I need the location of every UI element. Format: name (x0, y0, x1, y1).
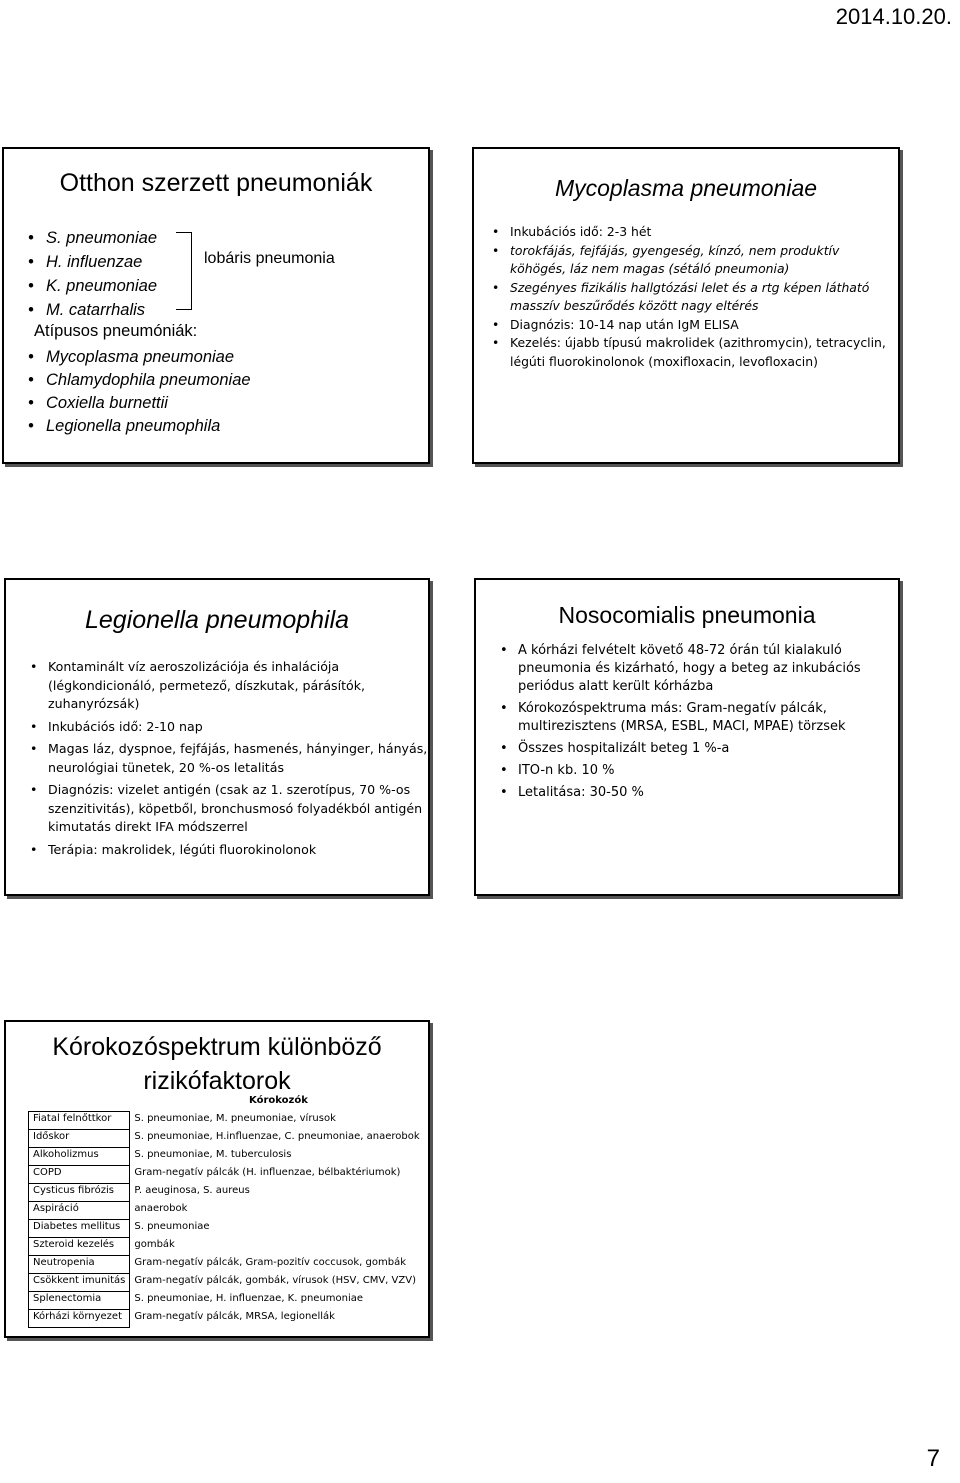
slide-legionella (4, 578, 430, 896)
risk-factor-cell: COPD (29, 1166, 130, 1184)
pathogen-cell: Gram-negatív pálcák, gombák, vírusok (HSV, CMV, VZV) (134, 1274, 416, 1286)
pathogen-cell: S. pneumoniae, M. tuberculosis (134, 1148, 292, 1160)
table-row (29, 1184, 428, 1202)
risk-factor-cell: Neutropenia (29, 1256, 130, 1274)
risk-factor-cell: Splenectomia (29, 1292, 130, 1310)
table-row (29, 1202, 428, 1220)
page-number: 7 (926, 1445, 940, 1472)
table-row (29, 1130, 428, 1148)
table-row (29, 1292, 428, 1310)
risk-factor-cell: Diabetes mellitus (29, 1220, 130, 1238)
list-item: • Inkubációs idő: 2-10 nap (28, 718, 428, 737)
table-row (29, 1220, 428, 1238)
risk-factor-table (28, 1094, 428, 1328)
table-header-row (29, 1094, 428, 1112)
bullet-list (498, 642, 898, 806)
list-item: • Legionella pneumophila (26, 415, 251, 438)
list-item: • Coxiella burnettii (26, 392, 251, 415)
table-row (29, 1274, 428, 1292)
risk-factor-cell: Kórházi környezet (29, 1310, 130, 1328)
list-item: • Diagnózis: 10-14 nap után IgM ELISA (490, 316, 890, 335)
pathogen-cell: Gram-negatív pálcák, Gram-pozitív coccusok, gombák (134, 1256, 407, 1268)
risk-factor-cell: Cysticus fibrózis (29, 1184, 130, 1202)
list-item: • A kórházi felvételt követő 48-72 órán túl kialakuló pneumonia és kizárható, hogy a beteg az inkubációs periódus alatt került kórházba (498, 642, 898, 696)
slide-title: Mycoplasma pneumoniae (554, 175, 818, 201)
list-item: • S. pneumoniae (26, 226, 157, 250)
slide-risk-factors (4, 1020, 430, 1338)
header-date: 2014.10.20. (835, 4, 952, 29)
bullet-list (28, 658, 428, 863)
slide-community-pneumonia (2, 147, 430, 464)
atypical-heading: Atípusos pneumóniák: (34, 322, 198, 340)
pathogen-cell: S. pneumoniae (134, 1220, 210, 1232)
pathogen-cell: P. aeuginosa, S. aureus (134, 1184, 250, 1196)
pathogen-cell: S. pneumoniae, H.influenzae, C. pneumoniae, anaerobok (134, 1130, 420, 1142)
list-item: • Szegényes fizikális hallgtózási lelet és a rtg képen látható masszív beszűrődés között nagy eltérés (490, 279, 890, 316)
pathogen-cell: S. pneumoniae, H. influenzae, K. pneumoniae (134, 1292, 364, 1304)
pathogen-cell: Gram-negatív pálcák, MRSA, legionellák (134, 1310, 335, 1322)
table-row (29, 1310, 428, 1328)
risk-factor-cell: Szteroid kezelés (29, 1238, 130, 1256)
table-row (29, 1166, 428, 1184)
list-item: • H. influenzae (26, 250, 157, 274)
list-item: • Letalitása: 30-50 % (498, 784, 898, 802)
slide-title: Legionella pneumophila (84, 606, 350, 634)
table-row (29, 1112, 428, 1130)
bracket (176, 232, 192, 310)
pathogen-cell: S. pneumoniae, M. pneumoniae, vírusok (134, 1112, 336, 1124)
typical-pathogen-list (26, 226, 157, 322)
bracket-label: lobáris pneumonia (204, 250, 335, 267)
slide-title: Kórokozóspektrum különböző rizikófaktorok (52, 1033, 382, 1095)
slide-title: Nosocomialis pneumonia (558, 602, 816, 628)
list-item: • Mycoplasma pneumoniae (26, 346, 251, 369)
list-item: • M. catarrhalis (26, 298, 157, 322)
risk-factor-cell: Alkoholizmus (29, 1148, 130, 1166)
list-item: • Chlamydophila pneumoniae (26, 369, 251, 392)
slide-nosocomial (474, 578, 900, 896)
list-item: • Kontaminált víz aeroszolizációja és inhalációja (légkondicionáló, permetező, díszkutak, párásítók, zuhanyrózsák) (28, 658, 428, 714)
slide-title: Otthon szerzett pneumoniák (59, 169, 373, 197)
pathogen-cell: gombák (134, 1238, 175, 1250)
list-item: • Inkubációs idő: 2-3 hét (490, 223, 890, 242)
atypical-pathogen-list (26, 346, 251, 438)
risk-factor-cell: Időskor (29, 1130, 130, 1148)
list-item: • Kórokozóspektruma más: Gram-negatív pálcák, multirezisztens (MRSA, ESBL, MACI, MPAE) törzsek (498, 700, 898, 736)
risk-factor-cell: Fiatal felnőttkor (29, 1112, 130, 1130)
risk-factor-cell: Aspiráció (29, 1202, 130, 1220)
risk-factor-cell: Csökkent imunitás (29, 1274, 130, 1292)
list-item: • Magas láz, dyspnoe, fejfájás, hasmenés, hányinger, hányás, neurológiai tünetek, 20 %-os letalitás (28, 740, 428, 777)
list-item: • ITO-n kb. 10 % (498, 762, 898, 780)
pathogen-cell: anaerobok (134, 1202, 188, 1214)
list-item: • Összes hospitalizált beteg 1 %-a (498, 740, 898, 758)
table-row (29, 1238, 428, 1256)
pathogen-cell: Gram-negatív pálcák (H. influenzae, bélbaktériumok) (134, 1166, 401, 1178)
list-item: • Diagnózis: vizelet antigén (csak az 1. szerotípus, 70 %-os szenzitivitás), köpetből, bronchusmosó folyadékból antigén kimutatás direkt IFA módszerrel (28, 781, 428, 837)
list-item: • Terápia: makrolidek, légúti fluorokinolonok (28, 841, 428, 860)
column-header: Kórokozók (249, 1095, 308, 1106)
list-item: • Kezelés: újabb típusú makrolidek (azithromycin), tetracyclin, légúti fluorokinolonok (moxifloxacin, levofloxacin) (490, 334, 890, 371)
table-row (29, 1256, 428, 1274)
list-item: • torokfájás, fejfájás, gyengeség, kínzó, nem produktív köhögés, láz nem magas (sétáló pneumonia) (490, 242, 890, 279)
slide-mycoplasma (472, 147, 900, 464)
table-row (29, 1148, 428, 1166)
list-item: • K. pneumoniae (26, 274, 157, 298)
bullet-list (490, 223, 890, 371)
